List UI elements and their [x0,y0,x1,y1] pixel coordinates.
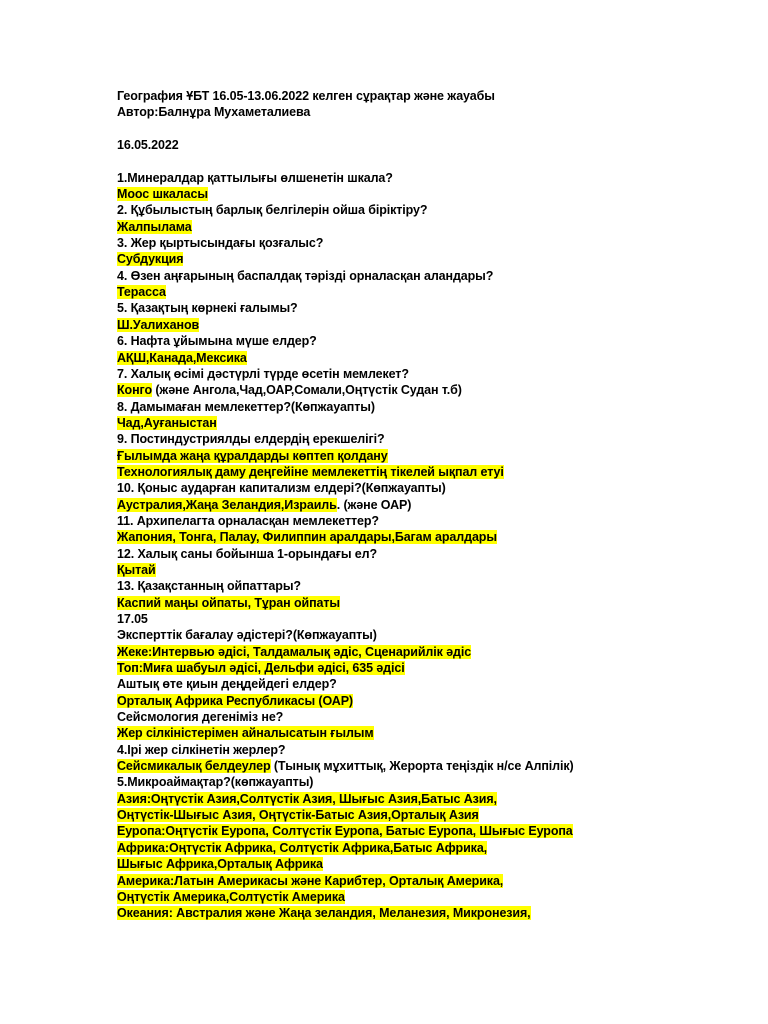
answer-text: Қытай [117,562,156,577]
question-line [117,235,757,251]
qa-list [117,170,757,922]
answer-line [117,905,757,921]
answer-line [117,823,757,839]
answer-line [117,693,757,709]
document-author: Автор:Балнұра Мухаметалиева [117,105,311,120]
answer-line [117,317,757,333]
answer-text: Жапония, Тонга, Палау, Филиппин аралдары,Багам аралдары [117,530,497,545]
answer-note: (және Ангола,Чад,ОАР,Сомали,Оңтүстік Судан т.б) [152,383,462,398]
answer-text: Жалпылама [117,219,192,234]
answer-line [117,186,757,202]
answer-line [117,448,757,464]
question-line [117,333,757,349]
answer-line [117,889,757,905]
answer-text: Ш.Уалиханов [117,317,200,332]
question-line [117,300,757,316]
answer-line [117,219,757,235]
question-line [117,399,757,415]
answer-text: Терасса [117,285,166,300]
question-text: 2. Құбылыстың барлық белгілерін ойша біріктіру? [117,203,428,218]
question-line [117,546,757,562]
answer-line [117,725,757,741]
answer-text: Топ:Миға шабуыл әдісі, Дельфи әдісі, 635 әдісі [117,661,405,676]
answer-text: Шығыс Африка,Орталық Африка [117,857,323,872]
answer-line [117,791,757,807]
question-text: 8. Дамымаған мемлекеттер?(Көпжауапты) [117,399,375,414]
question-text: Сейсмология дегеніміз не? [117,710,284,725]
answer-text: Аустралия,Жаңа Зеландия,Израиль [117,497,337,512]
question-text: Эксперттік бағалау әдістері?(Көпжауапты) [117,628,377,643]
answer-line [117,415,757,431]
question-line [117,268,757,284]
answer-text: Субдукция [117,252,184,267]
question-line [117,774,757,790]
answer-line [117,529,757,545]
answer-text: Конго [117,383,152,398]
question-line [117,366,757,382]
question-line [117,480,757,496]
answer-line [117,562,757,578]
question-text: 11. Архипелагта орналасқан мемлекеттер? [117,513,379,528]
question-line [117,513,757,529]
answer-line [117,856,757,872]
question-line [117,627,757,643]
question-text: Аштық өте қиын деңдейдегі елдер? [117,677,337,692]
answer-text: Чад,Ауғаныстан [117,415,217,430]
question-text: 10. Қоныс аударған капитализм елдері?(Көпжауапты) [117,481,446,496]
question-text: 5.Микроаймақтар?(көпжауапты) [117,775,314,790]
question-line [117,742,757,758]
answer-text: Азия:Оңтүстік Азия,Солтүстік Азия, Шығыс Азия,Батыс Азия, [117,791,497,806]
answer-text: Сейсмикалық белдеулер [117,759,271,774]
answer-line [117,840,757,856]
answer-line [117,382,757,398]
blank-line [117,153,757,169]
question-text: 9. Постиндустриялды елдердің ерекшелігі? [117,432,385,447]
question-line [117,578,757,594]
answer-line [117,251,757,267]
answer-line [117,758,757,774]
question-text: 3. Жер қыртысындағы қозғалыс? [117,236,324,251]
question-text: 6. Нафта ұйымына мүше елдер? [117,334,317,349]
answer-text: Африка:Оңтүстік Африка, Солтүстік Африка,Батыс Африка, [117,840,488,855]
answer-text: Жер сілкіністерімен айналысатын ғылым [117,726,374,741]
section-date: 16.05.2022 [117,138,179,153]
question-line [117,170,757,186]
answer-line [117,284,757,300]
answer-text: Америка:Латын Америкасы және Карибтер, Орталық Америка, [117,873,504,888]
answer-line [117,873,757,889]
answer-line [117,497,757,513]
answer-line [117,595,757,611]
question-line [117,709,757,725]
answer-text: Ғылымда жаңа құралдарды көптеп қолдану [117,448,388,463]
answer-text: Каспий маңы ойпаты, Тұран ойпаты [117,595,340,610]
answer-note: (Тынық мұхиттық, Жерорта теңіздік н/се Алпілік) [270,759,574,774]
answer-text: Моос шкаласы [117,187,208,202]
answer-text: Жеке:Интервью әдісі, Талдамалық әдіс, Сценарийлік әдіс [117,644,472,659]
answer-text: АҚШ,Канада,Мексика [117,350,247,365]
question-text: 7. Халық өсімі дәстүрлі түрде өсетін мемлекет? [117,366,409,381]
answer-line [117,807,757,823]
answer-text: Еуропа:Оңтүстік Еуропа, Солтүстік Еуропа, Батыс Еуропа, Шығыс Еуропа [117,824,573,839]
question-line [117,431,757,447]
question-text: 4. Өзен аңғарының баспалдақ тәрізді орналасқан аландары? [117,268,494,283]
answer-text: Оңтүстік Америка,Солтүстік Америка [117,889,345,904]
question-text: 12. Халық саны бойынша 1-орындағы ел? [117,546,378,561]
answer-line [117,464,757,480]
document-title: География ҰБТ 16.05-13.06.2022 келген сұрақтар және жауабы [117,89,495,103]
question-line [117,611,757,627]
blank-line [117,121,757,137]
question-text: 1.Минералдар қаттылығы өлшенетін шкала? [117,170,393,185]
answer-note: . (және ОАР) [336,497,412,512]
answer-line [117,660,757,676]
question-text: 13. Қазақстанның ойпаттары? [117,579,301,594]
question-text: 17.05 [117,612,148,626]
answer-text: Океания: Австралия және Жаңа зеландия, Меланезия, Микронезия, [117,906,531,921]
answer-line [117,644,757,660]
question-line [117,202,757,218]
document-page [117,88,757,922]
answer-line [117,350,757,366]
question-text: 5. Қазақтың көрнекі ғалымы? [117,301,298,316]
answer-text: Орталық Африка Республикасы (ОАР) [117,693,353,708]
question-text: 4.Ірі жер сілкінетін жерлер? [117,742,286,757]
answer-text: Технологиялық даму деңгейіне мемлекеттің тікелей ықпал етуі [117,464,504,479]
question-line [117,676,757,692]
answer-text: Оңтүстік-Шығыс Азия, Оңтүстік-Батыс Азия,Орталық Азия [117,808,479,823]
